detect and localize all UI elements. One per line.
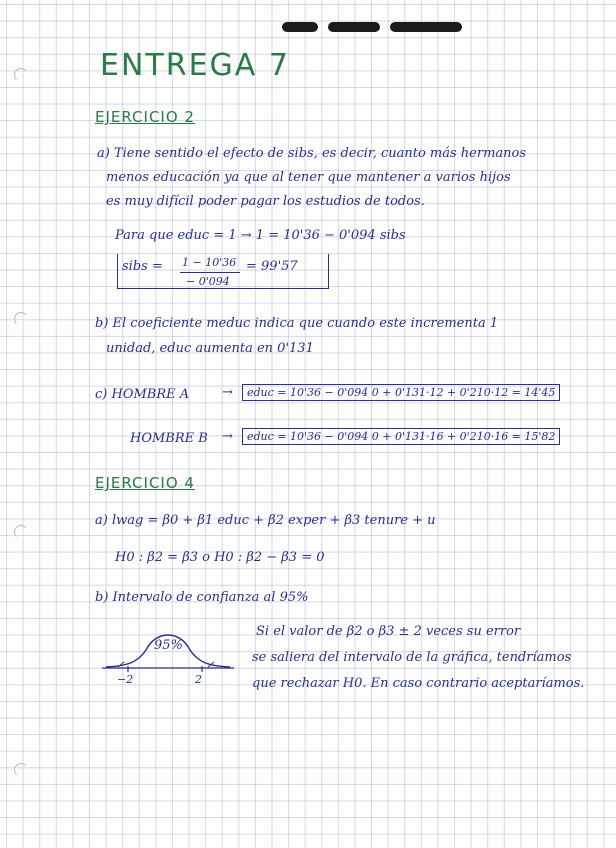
binder-hole — [14, 525, 28, 539]
ej2-b-line1: b) El coeficiente meduc indica que cuando este incrementa 1 — [95, 316, 499, 331]
sibs-label: sibs = — [122, 259, 163, 274]
ej4-b-line1: b) Intervalo de confianza al 95% — [95, 590, 309, 605]
arrow-b: → — [222, 429, 233, 444]
equation-hombre-b: educ = 10'36 − 0'094 0 + 0'131·16 + 0'210·16 = 15'82 — [242, 428, 560, 445]
ej4-b-text1: Si el valor de β2 o β3 ± 2 veces su error — [256, 624, 521, 639]
hombre-a-label: c) HOMBRE A — [95, 387, 190, 402]
equation-hombre-a: educ = 10'36 − 0'094 0 + 0'131·12 + 0'210·12 = 14'45 — [242, 384, 560, 401]
section-heading-ej2: EJERCICIO 2 — [95, 108, 195, 126]
graph-right-tick: 2 — [195, 673, 202, 686]
graph-percent-label: 95% — [154, 638, 183, 653]
ej4-a-line1: a) lwag = β0 + β1 educ + β2 exper + β3 tenure + u — [95, 513, 436, 528]
fraction-bar — [180, 272, 240, 273]
binder-hole — [14, 312, 28, 326]
page-title: ENTREGA 7 — [100, 48, 290, 83]
ej2-a-line1: a) Tiene sentido el efecto de sibs, es decir, cuanto más hermanos — [97, 146, 527, 161]
redacted-name-mark — [282, 22, 318, 32]
graph-left-tick: −2 — [117, 673, 134, 686]
fraction-denominator: − 0'094 — [186, 275, 230, 288]
binder-hole — [14, 763, 28, 777]
ej2-a-line2: menos educación ya que al tener que mantener a varios hijos — [106, 170, 511, 185]
ej2-a-line3: es muy difícil poder pagar los estudios de todos. — [106, 194, 425, 209]
binder-hole — [14, 68, 28, 82]
section-heading-ej4: EJERCICIO 4 — [95, 474, 195, 492]
ej2-a-calc: Para que educ = 1 → 1 = 10'36 − 0'094 sibs — [115, 228, 406, 243]
hombre-b-label: HOMBRE B — [130, 431, 208, 446]
ej4-b-text2: se saliera del intervalo de la gráfica, tendríamos — [252, 650, 572, 665]
ej2-b-line2: unidad, educ aumenta en 0'131 — [106, 341, 314, 356]
arrow-a: → — [222, 385, 233, 400]
ej4-b-text3: que rechazar H0. En caso contrario aceptaríamos. — [252, 676, 585, 691]
fraction-numerator: 1 − 10'36 — [182, 256, 237, 269]
ej4-a-line2: H0 : β2 = β3 o H0 : β2 − β3 = 0 — [115, 550, 325, 565]
redacted-name-mark — [328, 22, 380, 32]
redacted-name-mark — [390, 22, 462, 32]
sibs-result: = 99'57 — [246, 259, 298, 274]
